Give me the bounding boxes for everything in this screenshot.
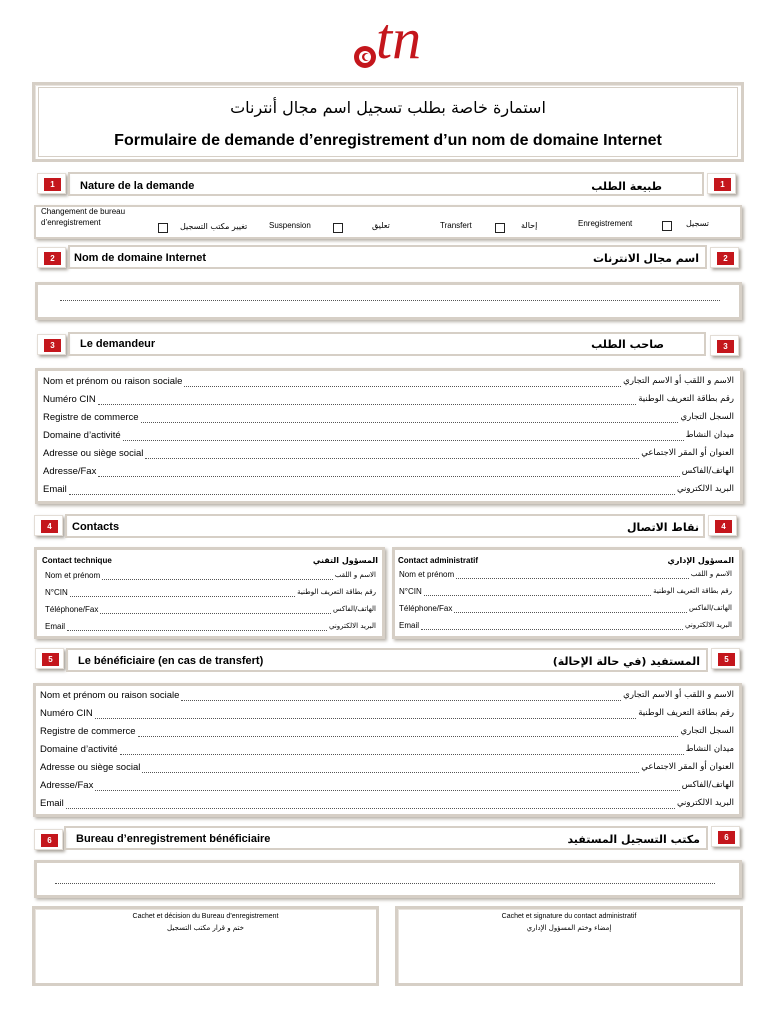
admin-contact-label-ar: رقم بطاقة التعريف الوطنية — [653, 587, 732, 595]
applicant-label: Domaine d’activité — [43, 430, 121, 441]
admin-contact-field[interactable] — [454, 612, 687, 613]
admin-contact-label: Email — [399, 621, 420, 630]
section-5-header — [66, 648, 708, 672]
tech-contact-label-ar: رقم بطاقة التعريف الوطنية — [297, 588, 376, 596]
tech-contact-field[interactable] — [100, 613, 331, 614]
beneficiary-registrar-field[interactable] — [55, 883, 715, 884]
section-1-header — [68, 172, 704, 196]
section-5-title: Le bénéficiaire (en cas de transfert) — [78, 655, 264, 667]
beneficiary-field[interactable] — [66, 808, 675, 809]
tech-contact-label: Nom et prénom — [45, 571, 101, 580]
section-4-header — [65, 514, 705, 538]
beneficiary-label-ar: السجل التجاري — [680, 726, 734, 736]
section-3-badge-right: 3 — [710, 335, 739, 356]
option-transfer-label: Transfert — [440, 221, 472, 230]
beneficiary-label: Email — [40, 798, 64, 809]
section-1-badge-right: 1 — [707, 173, 736, 194]
tech-contact-label-ar: الاسم و اللقب — [334, 571, 376, 579]
beneficiary-field[interactable] — [142, 772, 639, 773]
applicant-field[interactable] — [123, 440, 684, 441]
applicant-label: Registre de commerce — [43, 412, 139, 423]
option-change-registrar-label: Changement de bureau d’enregistrement — [41, 207, 126, 227]
applicant-label-ar: رقم بطاقة التعريف الوطنية — [638, 394, 734, 404]
beneficiary-label-ar: ميدان النشاط — [685, 744, 734, 754]
admin-contact-label-ar: البريد الالكتروني — [685, 621, 732, 629]
applicant-label-ar: ميدان النشاط — [685, 430, 734, 440]
section-1-title: Nature de la demande — [80, 180, 195, 192]
section-5-title-ar: المستفيد (في حالة الإحالة) — [552, 655, 700, 668]
registrar-stamp-label-ar: ختم و قرار مكتب التسجيل — [167, 924, 244, 932]
applicant-label: Numéro CIN — [43, 394, 96, 405]
admin-stamp-label: Cachet et signature du contact administratif — [501, 913, 637, 920]
beneficiary-label-ar: الهاتف/الفاكس — [681, 780, 734, 790]
applicant-label-ar: السجل التجاري — [680, 412, 734, 422]
section-3-header — [68, 332, 706, 356]
section-6-title-ar: مكتب التسجيل المستفيد — [567, 833, 700, 846]
applicant-label-ar: الاسم و اللقب أو الاسم التجاري — [623, 376, 734, 386]
beneficiary-field[interactable] — [138, 736, 679, 737]
beneficiary-field[interactable] — [95, 718, 636, 719]
section-6-badge-right: 6 — [711, 826, 740, 847]
applicant-field[interactable] — [145, 458, 639, 459]
title-arabic: استمارة خاصة بطلب تسجيل اسم مجال أنترنات — [230, 98, 546, 117]
section-5-badge-right: 5 — [711, 648, 740, 669]
admin-contact-label-ar: الهاتف/الفاكس — [689, 604, 732, 612]
applicant-label-ar: العنوان أو المقر الاجتماعي — [641, 448, 734, 458]
section-2-badge-right: 2 — [710, 247, 739, 268]
applicant-field[interactable] — [141, 422, 679, 423]
admin-stamp-label-ar: إمضاء وختم المسؤول الإداري — [526, 924, 612, 932]
section-1-badge-left: 1 — [37, 173, 66, 194]
logo-text: tn — [376, 6, 422, 71]
applicant-label: Adresse/Fax — [43, 466, 97, 477]
admin-contact-label-ar: الاسم و اللقب — [690, 570, 732, 578]
applicant-field[interactable] — [69, 494, 675, 495]
beneficiary-label: Adresse ou siège social — [40, 762, 141, 773]
transfer-checkbox[interactable] — [495, 223, 505, 233]
applicant-label: Nom et prénom ou raison sociale — [43, 376, 183, 387]
section-3-title-ar: صاحب الطلب — [591, 338, 664, 351]
beneficiary-label: Numéro CIN — [40, 708, 93, 719]
admin-contact-field[interactable] — [421, 629, 683, 630]
option-change-registrar-label-ar: تغيير مكتب التسجيل — [180, 222, 248, 231]
tech-contact-label: Téléphone/Fax — [45, 605, 99, 614]
tech-contact-label: Email — [45, 622, 66, 631]
beneficiary-label: Domaine d’activité — [40, 744, 118, 755]
admin-contact-title-ar: المسؤول الإداري — [667, 556, 734, 565]
registration-checkbox[interactable] — [662, 221, 672, 231]
tech-contact-field[interactable] — [67, 630, 327, 631]
beneficiary-label-ar: الاسم و اللقب أو الاسم التجاري — [623, 690, 734, 700]
tech-contact-field[interactable] — [70, 596, 295, 597]
applicant-field[interactable] — [184, 386, 621, 387]
section-2-title: Nom de domaine Internet — [74, 252, 207, 264]
applicant-field[interactable] — [98, 476, 679, 477]
section-2-header — [68, 245, 707, 269]
logo — [348, 6, 448, 76]
applicant-label: Email — [43, 484, 67, 495]
applicant-label-ar: البريد الالكتروني — [676, 484, 734, 494]
option-registration-label-ar: تسجيل — [686, 219, 709, 228]
beneficiary-registrar-box — [34, 860, 742, 898]
tech-contact-title: Contact technique — [42, 556, 112, 565]
beneficiary-label-ar: العنوان أو المقر الاجتماعي — [641, 762, 734, 772]
tech-contact-title-ar: المسؤول التقني — [312, 556, 378, 565]
admin-contact-label: Téléphone/Fax — [399, 604, 453, 613]
beneficiary-box — [33, 683, 742, 817]
tech-contact-field[interactable] — [102, 579, 333, 580]
applicant-box — [35, 368, 743, 504]
beneficiary-field[interactable] — [95, 790, 679, 791]
section-4-badge-left: 4 — [34, 515, 63, 536]
section-1-title-ar: طبيعة الطلب — [591, 180, 662, 193]
change-registrar-checkbox[interactable] — [158, 223, 168, 233]
option-transfer-label-ar: إحالة — [521, 221, 538, 230]
admin-contact-label: Nom et prénom — [399, 570, 455, 579]
beneficiary-label-ar: البريد الالكتروني — [676, 798, 734, 808]
section-6-header — [64, 826, 708, 850]
beneficiary-label-ar: رقم بطاقة التعريف الوطنية — [638, 708, 734, 718]
domain-name-box — [35, 282, 742, 320]
section-6-badge-left: 6 — [34, 829, 63, 850]
admin-contact-field[interactable] — [424, 595, 651, 596]
section-3-badge-left: 3 — [37, 334, 66, 355]
option-suspension-label: Suspension — [269, 221, 311, 230]
section-3-title: Le demandeur — [80, 338, 156, 350]
section-6-title: Bureau d’enregistrement bénéficiaire — [76, 833, 271, 845]
option-registration-label: Enregistrement — [578, 219, 633, 228]
tech-contact-label: N°CIN — [45, 588, 68, 597]
option-suspension-label-ar: تعليق — [372, 221, 390, 230]
tech-contact-label-ar: البريد الالكتروني — [329, 622, 376, 630]
registrar-stamp-label: Cachet et décision du Bureau d’enregistrement — [132, 913, 279, 920]
section-2-title-ar: اسم مجال الانترنات — [592, 252, 699, 265]
applicant-field[interactable] — [98, 404, 636, 405]
section-2-badge-left: 2 — [37, 247, 66, 268]
applicant-label-ar: الهاتف/الفاكس — [681, 466, 734, 476]
page-title: Formulaire de demande d’enregistrement d’un nom de domaine Internet — [114, 132, 662, 149]
domain-name-field[interactable] — [60, 300, 720, 301]
section-4-title: Contacts — [72, 521, 120, 533]
beneficiary-label: Adresse/Fax — [40, 780, 94, 791]
applicant-label: Adresse ou siège social — [43, 448, 144, 459]
beneficiary-label: Registre de commerce — [40, 726, 136, 737]
tech-contact-label-ar: الهاتف/الفاكس — [333, 605, 376, 613]
beneficiary-field[interactable] — [120, 754, 684, 755]
section-4-badge-right: 4 — [708, 515, 737, 536]
admin-contact-field[interactable] — [456, 578, 689, 579]
admin-contact-label: N°CIN — [399, 587, 422, 596]
section-5-badge-left: 5 — [35, 648, 64, 669]
admin-contact-title: Contact administratif — [398, 556, 479, 565]
beneficiary-label: Nom et prénom ou raison sociale — [40, 690, 180, 701]
suspension-checkbox[interactable] — [333, 223, 343, 233]
beneficiary-field[interactable] — [181, 700, 621, 701]
section-4-title-ar: نقاط الاتصال — [626, 521, 699, 534]
tunisia-flag-icon — [352, 44, 378, 70]
